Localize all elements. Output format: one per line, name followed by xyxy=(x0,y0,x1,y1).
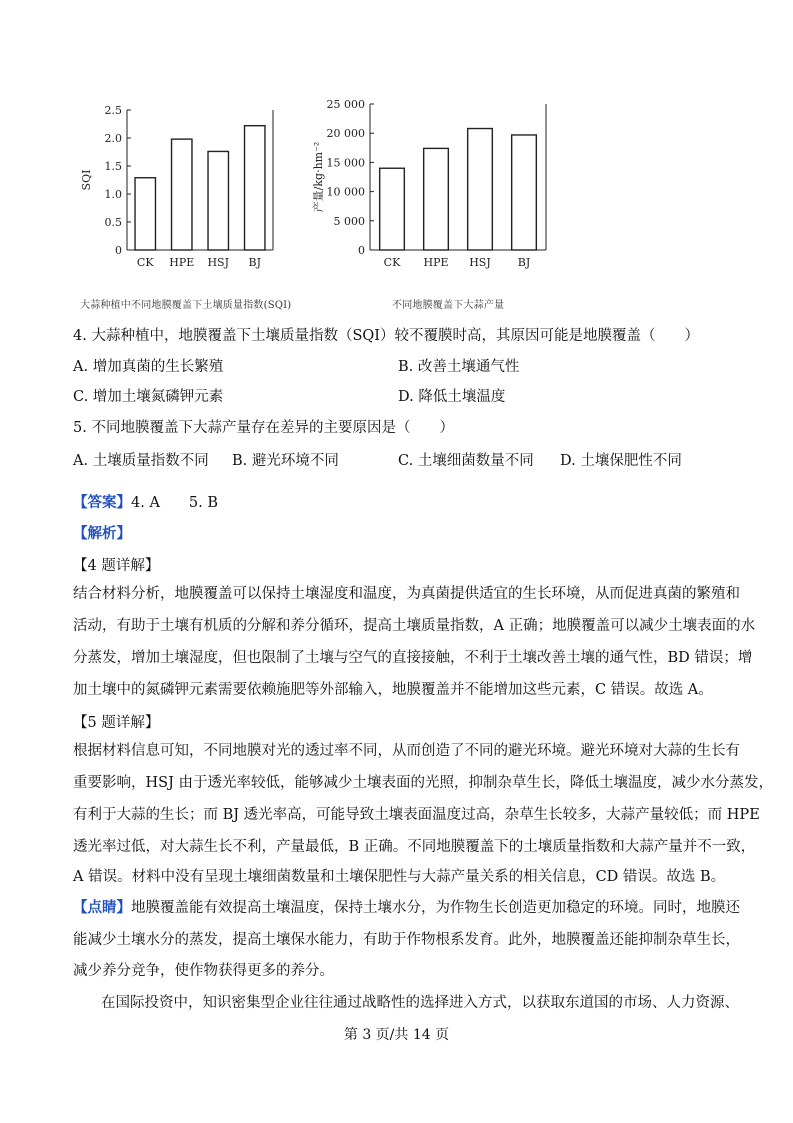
x-tick-label: CK xyxy=(136,256,154,269)
y-tick-label: 10 000 xyxy=(326,185,365,199)
y-tick-label: 5 000 xyxy=(333,214,365,228)
tip-line-1 xyxy=(73,898,740,918)
sqi-chart-svg xyxy=(70,92,300,322)
q4-option-a[interactable]: A. 增加真菌的生长繁殖 xyxy=(73,359,224,375)
tip-first: 地膜覆盖能有效提高土壤温度，保持土壤水分，为作物生长创造更加稳定的环境。同时，地膜还 xyxy=(131,900,740,916)
q5-option-b[interactable]: B. 避光环境不同 xyxy=(232,453,339,469)
detail4-line-4: 加土壤中的氮磷钾元素需要依赖施肥等外部输入，地膜覆盖并不能增加这些元素，C 错误。故选 A。 xyxy=(73,682,713,698)
x-tick-label: HPE xyxy=(169,256,195,269)
x-tick-label: BJ xyxy=(517,256,531,269)
y-tick-label: 2.0 xyxy=(104,132,122,145)
detail4-line-1: 结合材料分析，地膜覆盖可以保持土壤湿度和温度，为真菌提供适宜的生长环境，从而促进真菌的繁殖和 xyxy=(73,586,740,602)
y-tick-label: 25 000 xyxy=(326,98,365,111)
q4-option-d[interactable]: D. 降低土壤温度 xyxy=(398,389,506,405)
y-tick-label: 0 xyxy=(358,244,365,257)
detail4-line-2: 活动，有助于土壤有机质的分解和养分循环，提高土壤质量指数，A 正确；地膜覆盖可以减少土壤表面的水 xyxy=(73,618,756,634)
bar-bj xyxy=(512,135,537,250)
detail5-label: 【5 题详解】 xyxy=(73,715,160,731)
tip-label: 【点睛】 xyxy=(73,899,131,916)
y-tick-label: 0 xyxy=(115,244,122,257)
q5-option-c[interactable]: C. 土壤细菌数量不同 xyxy=(398,453,534,469)
y-tick-label: 15 000 xyxy=(326,156,365,170)
x-tick-label: CK xyxy=(383,256,401,269)
next-question-paragraph: 在国际投资中，知识密集型企业往往通过战略性的选择进入方式，以获取东道国的市场、人力资源、 xyxy=(101,995,739,1011)
sqi-chart-caption: 大蒜种植中不同地膜覆盖下土壤质量指数(SQI) xyxy=(80,300,292,311)
y-tick-label: 20 000 xyxy=(326,127,365,141)
x-tick-label: HSJ xyxy=(207,256,230,269)
detail5-line-4: 透光率过低，对大蒜生长不利，产量最低，B 正确。不同地膜覆盖下的土壤质量指数和大蒜产量并不一致， xyxy=(73,839,756,855)
tip-line-2: 能减少土壤水分的蒸发，提高土壤保水能力，有助于作物根系发育。此外，地膜覆盖还能抑制杂草生长， xyxy=(73,932,740,948)
yield-chart-caption: 不同地膜覆盖下大蒜产量 xyxy=(392,300,505,311)
x-tick-label: HSJ xyxy=(469,256,491,269)
answer-line xyxy=(73,491,218,512)
q5-stem: 5. 不同地膜覆盖下大蒜产量存在差异的主要原因是（ ） xyxy=(73,420,454,436)
yield-bar-chart xyxy=(300,92,570,322)
bar-hsj xyxy=(208,151,228,250)
answer-label: 【答案】 xyxy=(73,494,131,511)
bar-bj xyxy=(245,126,265,250)
q5-option-d[interactable]: D. 土壤保肥性不同 xyxy=(560,453,682,469)
y-tick-label: 1.0 xyxy=(104,188,122,201)
analysis-label: 【解析】 xyxy=(73,525,131,542)
tip-line-3: 减少养分竞争，使作物获得更多的养分。 xyxy=(73,963,334,979)
detail5-line-5: A 错误。材料中没有呈现土壤细菌数量和土壤保肥性与大蒜产量关系的相关信息，CD 错误。故选 B。 xyxy=(73,869,726,885)
bar-ck xyxy=(135,178,155,250)
answer-text: 4. A 5. B xyxy=(131,495,219,511)
bar-hpe xyxy=(172,139,192,250)
yield-chart-svg xyxy=(300,92,560,322)
bar-hpe xyxy=(424,148,449,250)
bar-hsj xyxy=(468,129,493,250)
y-tick-label: 0.5 xyxy=(104,216,122,229)
y-tick-label: 2.5 xyxy=(104,104,122,117)
detail4-line-3: 分蒸发，增加土壤湿度，但也限制了土壤与空气的直接接触，不利于土壤改善土壤的通气性，BD 错误；增 xyxy=(73,650,753,666)
x-tick-label: HPE xyxy=(423,256,449,269)
q5-option-a[interactable]: A. 土壤质量指数不同 xyxy=(73,453,209,469)
q4-option-c[interactable]: C. 增加土壤氮磷钾元素 xyxy=(73,389,224,405)
detail5-line-1: 根据材料信息可知，不同地膜对光的透过率不同，从而创造了不同的避光环境。避光环境对大蒜的生长有 xyxy=(73,743,740,759)
page-footer: 第 3 页/共 14 页 xyxy=(343,1027,450,1043)
y-axis-label: 产量/kg·hm⁻² xyxy=(312,141,325,213)
y-axis-label: SQI xyxy=(80,169,93,191)
y-tick-label: 1.5 xyxy=(104,160,122,173)
q4-stem: 4. 大蒜种植中，地膜覆盖下土壤质量指数（SQI）较不覆膜时高，其原因可能是地膜覆盖（ ） xyxy=(73,328,699,344)
detail4-label: 【4 题详解】 xyxy=(73,558,160,574)
x-tick-label: BJ xyxy=(248,256,261,269)
detail5-line-2: 重要影响，HSJ 由于透光率较低，能够减少土壤表面的光照，抑制杂草生长，降低土壤温度，减少水分蒸发， xyxy=(73,775,773,791)
detail5-line-3: 有利于大蒜的生长；而 BJ 透光率高，可能导致土壤表面温度过高，杂草生长较多，大蒜产量较低；而 HPE xyxy=(73,807,760,823)
q4-option-b[interactable]: B. 改善土壤通气性 xyxy=(398,359,520,375)
bar-ck xyxy=(380,168,405,250)
